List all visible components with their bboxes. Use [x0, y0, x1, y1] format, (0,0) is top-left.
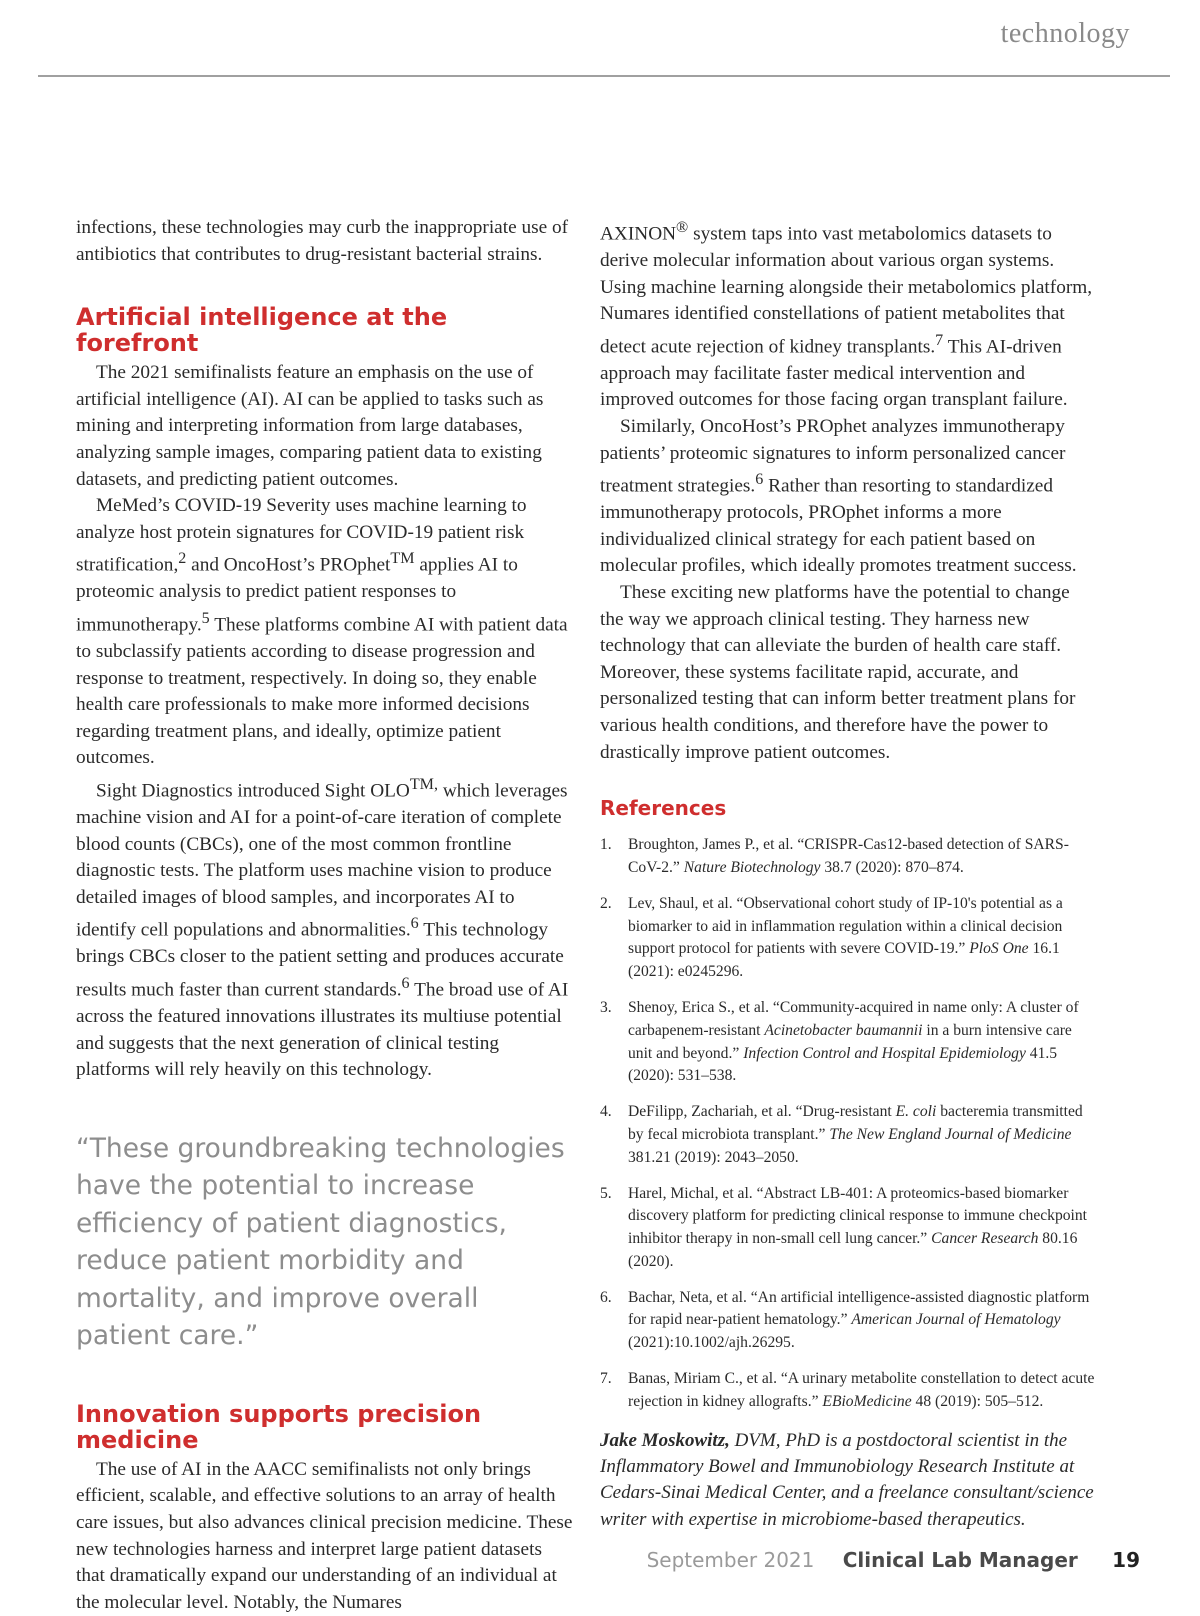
reference-item: 1. Broughton, James P., et al. “CRISPR-Cas12-based detection of SARS-CoV-2.” Nature Biotechnology 38.7 (2020): 870–874. [600, 836, 1069, 876]
section-tag: technology [1000, 18, 1130, 49]
issue-date: September 2021 [646, 1548, 815, 1572]
magazine-name: Clinical Lab Manager [842, 1548, 1078, 1572]
reference-item: 4. DeFilipp, Zachariah, et al. “Drug-resistant E. coli bacteremia transmitted by fecal microbiota transplant.” The New England Journal of Medicine 381.21 (2019): 2043–2050. [600, 1103, 1083, 1166]
author-name: Jake Moskowitz, [600, 1429, 730, 1451]
paragraph-conclusion: These exciting new platforms have the potential to change the way we approach clinical testing. They harness new technology that can alleviate the burden of health care staff. Moreover, these systems facilitate rapid, accurate, and personalized testing that can inform better treatment plans for various health conditions, and therefore have the power to drastically improve patient outcomes. [600, 581, 1076, 763]
paragraph-sight: Sight Diagnostics introduced Sight $OLO^{TM,}$ which leverages machine vision and AI for a point-of-care iteration of complete blood counts (CBCs), one of the most common frontline diagnostic tests. The platform uses machine vision to produce detailed images of blood samples, and incorporates AI to identify cell populations and abnormalities.$^6$ This technology brings CBCs closer to the patient setting and produces accurate results much faster than current standards.$^6$ The broad use of AI across the featured innovations illustrates its multiuse potential and suggests that the next generation of clinical testing platforms will rely heavily on this technology. [76, 775, 569, 1081]
section-heading-ai: Artificial intelligence at the forefront [76, 303, 448, 358]
paragraph-prophet: Similarly, OncoHost’s PROphet analyzes immunotherapy patients’ proteomic signatures to inform personalized cancer treatment strategies.$^6$ Rather than resorting to standardized immunotherapy protocols, PROphet informs a more individualized clinical strategy for each patient based on molecular profiles, which ideally promotes treatment success. [600, 416, 1077, 577]
paragraph-precision: The use of AI in the AACC semifinalists not only brings efficient, scalable, and effective solutions to an array of health care issues, but also advances clinical precision medicine. These new technologies harness and interpret large patient datasets that dramatically expand our understanding of an individual at the molecular level. Notably, the Numares [76, 1458, 573, 1613]
reference-item: 7. Banas, Miriam C., et al. “A urinary metabolite constellation to detect acute rejection in kidney allografts.” EBioMedicine 48 (2019): 505–512. [600, 1370, 1095, 1410]
header-rule [38, 75, 1170, 77]
reference-item: 3. Shenoy, Erica S., et al. “Community-acquired in name only: A cluster of carbapenem-resistant Acinetobacter baumannii in a burn intensive care unit and beyond.” Infection Control and Hospital Epidemiology 41.5 (2020): 531–538. [600, 998, 1079, 1085]
author-bio: Jake Moskowitz, DVM, PhD is a postdoctoral scientist in the Inflammatory Bowel and Immunobiology Research Institute at Cedars-Sinai Medical Center, and a freelance consultant/science writer with expertise in microbiome-based therapeutics. [600, 1429, 1094, 1530]
intro-paragraph: infections, these technologies may curb the inappropriate use of antibiotics that contributes to drug-resistant bacterial strains. [76, 217, 569, 265]
reference-item: 6. Bachar, Neta, et al. “An artificial intelligence-assisted diagnostic platform for rapid near-patient hematology.” American Journal of Hematology (2021):10.1002/ajh.26295. [600, 1288, 1090, 1352]
page-footer [647, 1548, 1140, 1572]
paragraph-memed: MeMed’s COVID-19 Severity uses machine learning to analyze host protein signatures for COVID-19 patient risk stratification,$^2$ and OncoHost’s PROphet™ applies AI to proteomic analysis to predict patient responses to immunotherapy.$^5$ These platforms combine AI with patient data to subclassify patients according to disease progression and response to treatment, respectively. In doing so, they enable health care professionals to make more informed decisions regarding treatment plans, and ideally, optimize patient outcomes. [76, 495, 568, 769]
pull-quote: “These groundbreaking technologies have the potential to increase efficiency of patient diagnostics, reduce patient morbidity and mortality, and improve overall patient care.” [76, 1132, 565, 1352]
left-column [76, 215, 574, 1616]
paragraph-axinon: AXINON® system taps into vast metabolomics datasets to derive molecular information about various organ systems. Using machine learning alongside their metabolomics platform, Numares identified constellations of patient metabolites that detect acute rejection of kidney transplants.$^7$ This AI-driven approach may facilitate faster medical intervention and improved outcomes for those facing organ transplant failure. [600, 219, 1093, 411]
page-number: 19 [1112, 1548, 1140, 1572]
reference-item: 2. Lev, Shaul, et al. “Observational cohort study of IP-10's potential as a biomarker to aid in inflammation regulation within a clinical decision support protocol for patients with severe COVID-19.” PloS One 16.1 (2021): e0245296. [600, 894, 1063, 981]
right-column [600, 215, 1098, 1533]
references-heading: References [600, 796, 727, 821]
reference-item: 5. Harel, Michal, et al. “Abstract LB-401: A proteomics-based biomarker discovery platform for predicting clinical response to immune checkpoint inhibitor therapy in non-small cell lung cancer.” Cancer Research 80.16 (2020). [600, 1184, 1088, 1270]
section-heading-precision: Innovation supports precision medicine [76, 1399, 482, 1454]
references-list [600, 834, 1098, 1414]
paragraph-ai-intro: The 2021 semifinalists feature an emphasis on the use of artificial intelligence (AI). AI can be applied to tasks such as mining and interpreting information from large databases, analyzing sample images, comparing patient data to existing datasets, and predicting patient outcomes. [76, 362, 544, 490]
